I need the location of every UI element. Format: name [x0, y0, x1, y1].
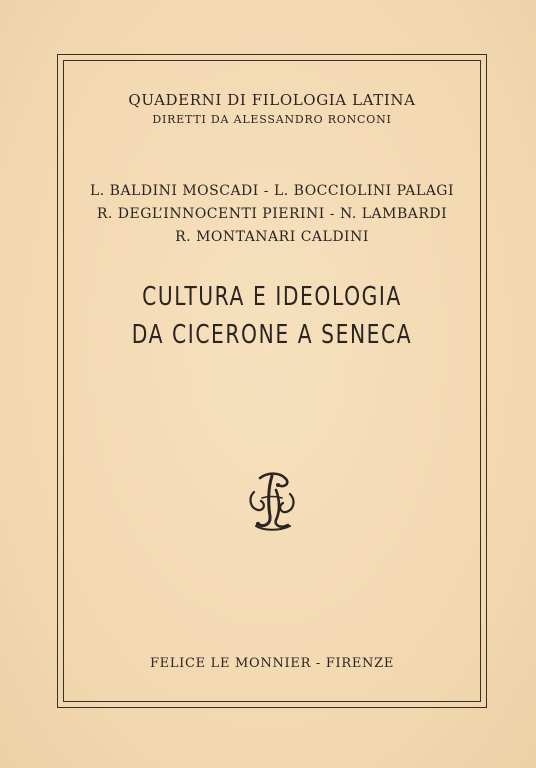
inner-border-frame: [63, 60, 481, 702]
author-line-2: R. DEGL’INNOCENTI PIERINI - N. LAMBARDI: [96, 206, 448, 222]
book-title-line-1: CULTURA E IDEOLOGIA: [142, 282, 402, 312]
author-line-1: L. BALDINI MOSCADI - L. BOCCIOLINI PALAGI: [89, 183, 455, 199]
series-title: QUADERNI DI FILOLOGIA LATINA: [128, 91, 416, 109]
publisher-monogram-icon: [246, 470, 298, 532]
book-title-line-2: DA CICERONE A SENECA: [131, 320, 413, 350]
publisher-imprint: FELICE LE MONNIER - FIRENZE: [149, 656, 395, 671]
author-line-3: R. MONTANARI CALDINI: [175, 229, 369, 245]
series-editor: DIRETTI DA ALESSANDRO RONCONI: [152, 113, 392, 126]
